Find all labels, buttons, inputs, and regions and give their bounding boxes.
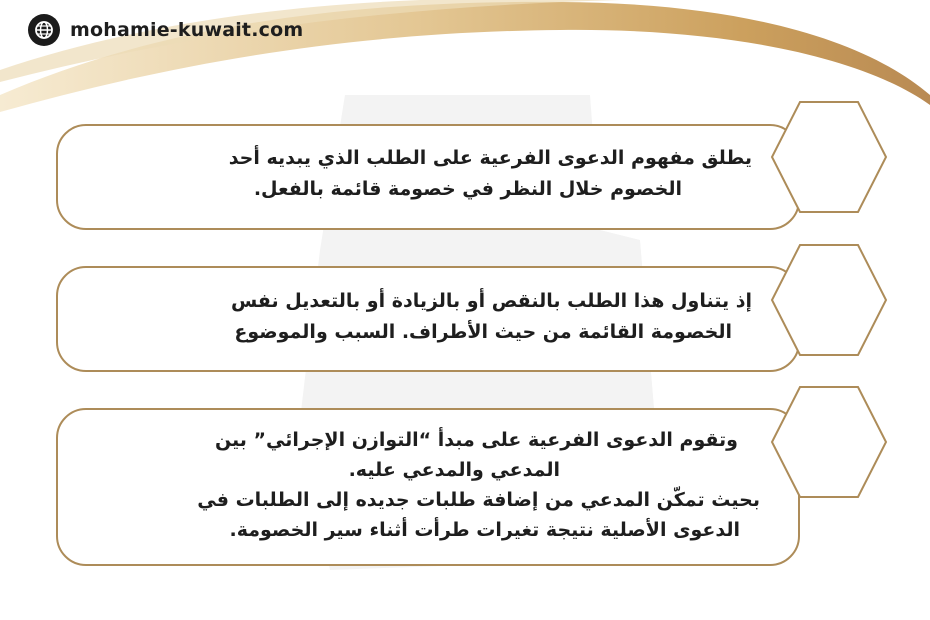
card-3-line-4: الدعوى الأصلية نتيجة تغيرات طرأت أثناء سير الخصومة. [229,519,740,541]
card-3-line-2: المدعي والمدعي عليه. [348,459,560,481]
card-2-line-1: إذ يتناول هذا الطلب بالنقص أو بالزيادة أو بالتعديل نفس [230,290,752,312]
card-3-line-1: وتقوم الدعوى الفرعية على مبدأ “التوازن الإجرائي” بين [214,429,738,451]
card-2-line-2: الخصومة القائمة من حيث الأطراف. السبب والموضوع [234,321,732,343]
card-1-line-2: الخصوم خلال النظر في خصومة قائمة بالفعل. [253,178,682,200]
hexagon-badge-2 [770,243,888,357]
hexagon-badge-1 [770,100,888,214]
card-1-line-1: يطلق مفهوم الدعوى الفرعية على الطلب الذي يبديه أحد [228,147,752,169]
hexagon-badge-3 [770,385,888,499]
card-2-text [80,286,752,348]
card-3-line-3: بحيث تمكّن المدعي من إضافة طلبات جديده إلى الطلبات في [197,489,760,511]
site-name[interactable]: mohamie-kuwait.com [70,19,304,41]
card-3-text [72,425,760,545]
card-1-text [80,143,752,205]
site-header [28,13,303,47]
globe-icon [28,14,60,46]
